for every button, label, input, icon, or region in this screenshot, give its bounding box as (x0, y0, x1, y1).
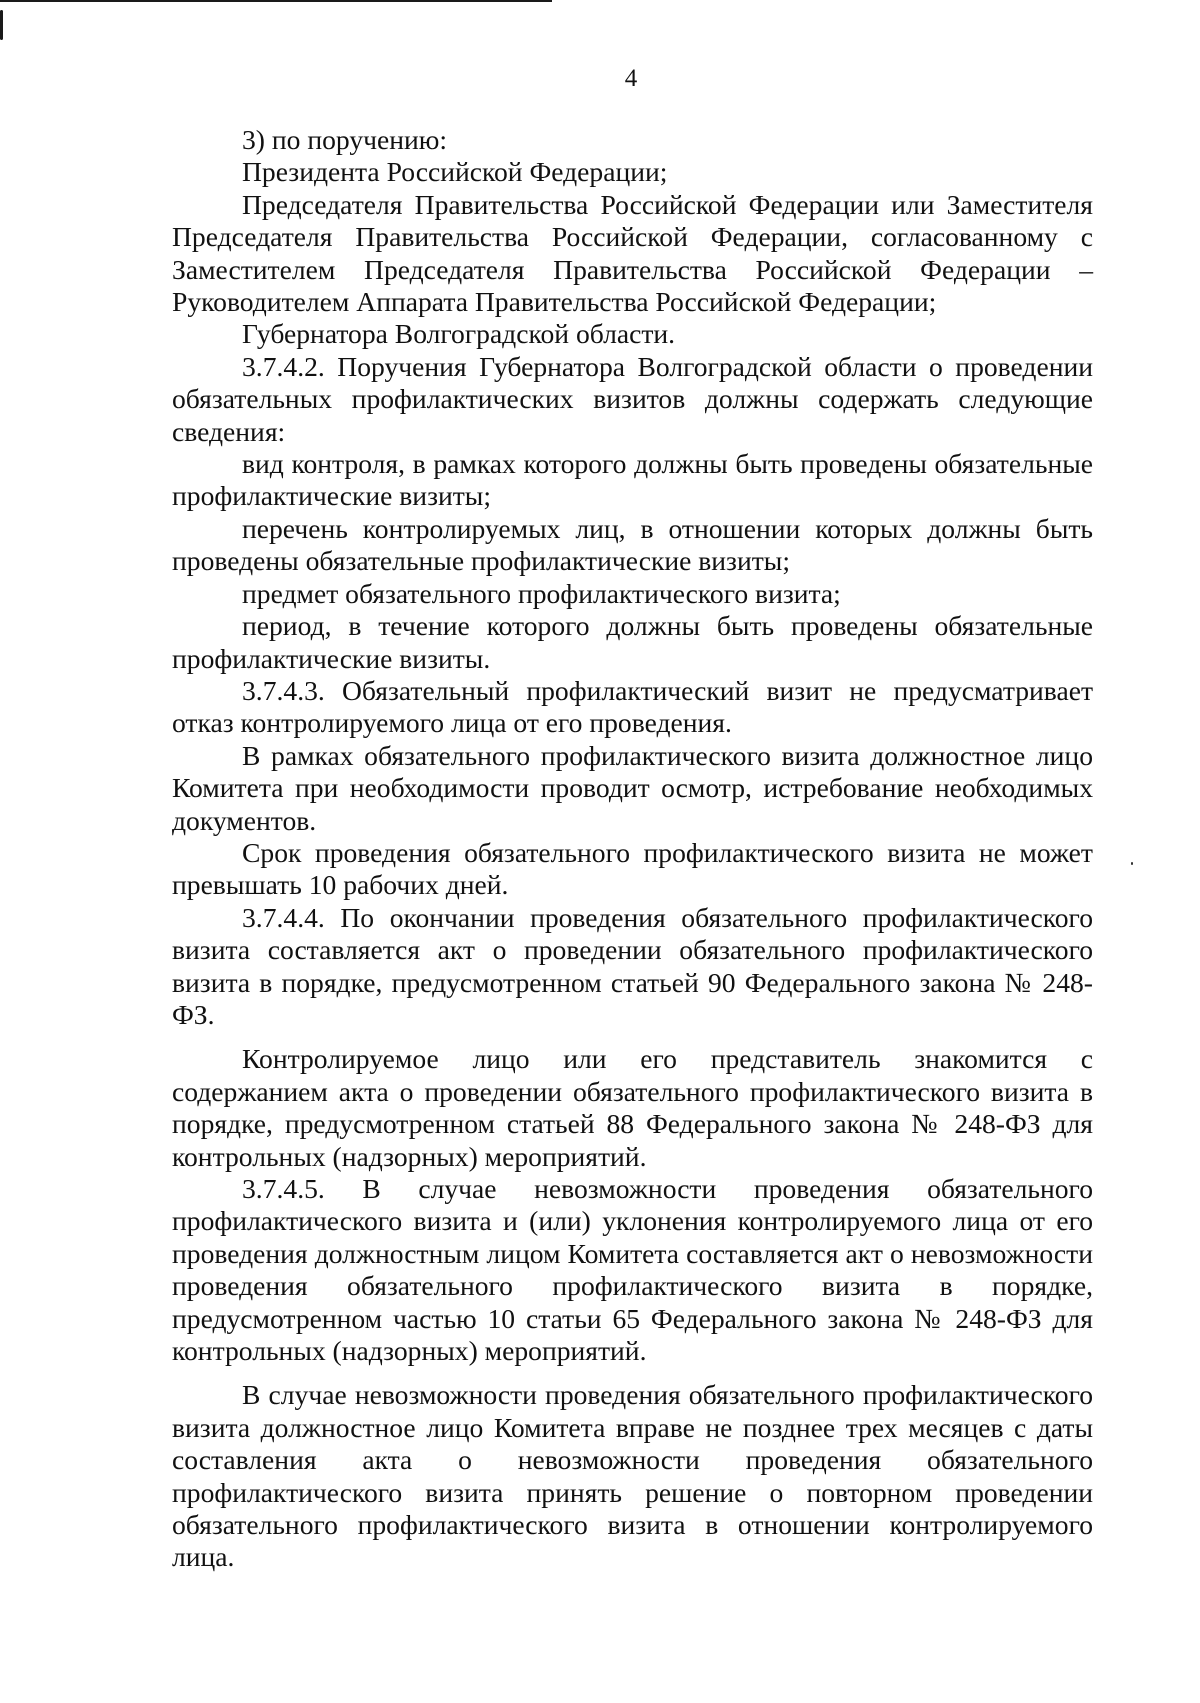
paragraph: предмет обязательного профилактического визита; (242, 577, 841, 609)
paragraph: 3.7.4.3. Обязательный профилактический визит не предусматривает отказ контролируемого лица от его проведения. (172, 674, 1093, 739)
paragraph: 3.7.4.2. Поручения Губернатора Волгоградской области о проведении обязательных профилактических визитов должны содержать следующие сведения: (172, 350, 1093, 447)
paragraph: 3) по поручению: (242, 124, 448, 155)
paragraph: Губернатора Волгоградской области. (242, 318, 676, 350)
paragraph: вид контроля, в рамках которого должны быть проведены обязательные профилактические визиты; (172, 448, 1093, 512)
scan-speck (1131, 862, 1133, 865)
paragraph: В случае невозможности проведения обязательного профилактического визита должностное лицо Комитета вправе не позднее трех месяцев с даты составления акта о невозможности проведения обязательного профилактического визита принять решение о повторном проведении обязательного профилактического визита в отношении контролируемого лица. (172, 1379, 1093, 1573)
paragraph: В рамках обязательного профилактического визита должностное лицо Комитета при необходимости проводит осмотр, истребование необходимых документов. (172, 739, 1093, 836)
paragraph: период, в течение которого должны быть проведены обязательные профилактические визиты. (172, 610, 1093, 674)
page-number: 4 (624, 65, 638, 92)
paragraph: Контролируемое лицо или его представитель знакомится с содержанием акта о проведении обязательного профилактического визита в порядке, предусмотренном статьей 88 Федерального закона № 248-ФЗ для контрольных (надзорных) мероприятий. (172, 1043, 1093, 1172)
paragraph: 3.7.4.4. По окончании проведения обязательного профилактического визита составляется акт о проведении обязательного профилактического визита в порядке, предусмотренном статьей 90 Федерального закона № 248-ФЗ. (172, 901, 1093, 1030)
paragraph: перечень контролируемых лиц, в отношении которых должны быть проведены обязательные профилактические визиты; (172, 512, 1093, 577)
document-body (172, 124, 1093, 1574)
paragraph: Президента Российской Федерации; (242, 156, 668, 188)
paragraph: Председателя Правительства Российской Федерации или Заместителя Председателя Правительства Российской Федерации, согласованному с Заместителем Председателя Правительства Российской Федерации – Руководителем Аппарата Правительства Российской Федерации; (172, 188, 1093, 318)
paragraph: 3.7.4.5. В случае невозможности проведения обязательного профилактического визита и (или) уклонения контролируемого лица от его проведения должностным лицом Комитета составляется акт о невозможности проведения обязательного профилактического визита в порядке, предусмотренном частью 10 статьи 65 Федерального закона № 248-ФЗ для контрольных (надзорных) мероприятий. (172, 1173, 1093, 1367)
scan-edge-top (0, 0, 552, 2)
scan-edge-left (0, 10, 3, 40)
paragraph: Срок проведения обязательного профилактического визита не может превышать 10 рабочих дней. (172, 836, 1093, 901)
